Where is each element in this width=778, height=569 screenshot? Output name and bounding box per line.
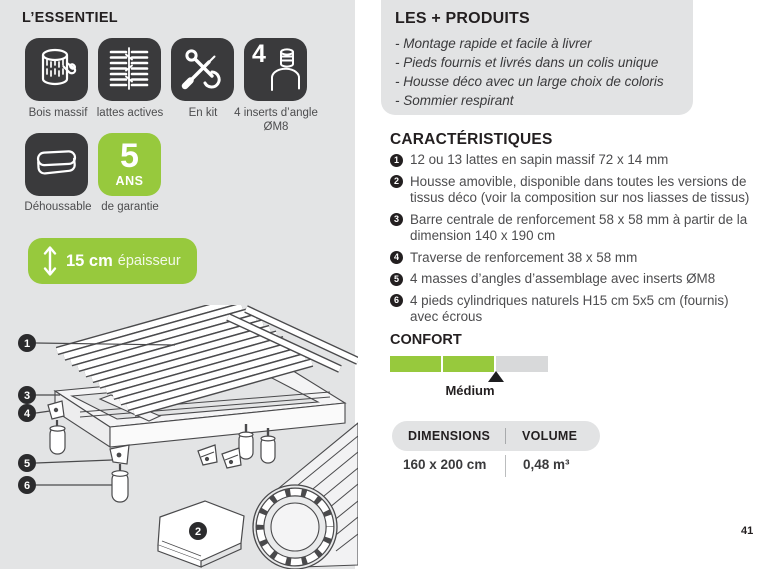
callout-4: 4: [23, 408, 31, 420]
characteristic-item: [390, 174, 758, 207]
warranty-years: 5: [120, 137, 139, 175]
feature-label: En kit: [188, 107, 218, 119]
item-number-badge: 3: [390, 213, 403, 226]
feature-tile-kit: [171, 38, 234, 101]
dimensions-value: 160 x 200 cm: [403, 457, 487, 472]
item-number-badge: 1: [390, 154, 403, 167]
callout-2: 2: [194, 526, 202, 538]
comfort-segment-filled: [390, 356, 441, 372]
callout-3: 3: [23, 390, 31, 402]
plus-item: - Housse déco avec un large choix de coloris: [395, 74, 664, 89]
slats-icon: [98, 38, 161, 101]
vertical-arrow-icon: [42, 244, 58, 278]
dimensions-table-row: [392, 455, 600, 479]
exploded-bed-base-diagram: [0, 305, 358, 569]
feature-label: de garantie: [101, 201, 159, 213]
comfort-scale: [390, 356, 548, 372]
item-text: Barre centrale de renforcement 58 x 58 mm à partir de la dimension 140 x 190 cm: [410, 211, 748, 243]
product-plus-list: [395, 34, 679, 110]
characteristic-item: [390, 293, 758, 326]
product-plus-title: LES + PRODUITS: [395, 10, 530, 27]
comfort-level-label: Médium: [445, 383, 495, 398]
essentials-panel: [0, 0, 355, 569]
characteristics-list: [390, 152, 758, 331]
item-number-badge: 2: [390, 175, 403, 188]
feature-tile-solid-wood: [25, 38, 88, 101]
plus-item: - Pieds fournis et livrés dans un colis unique: [395, 55, 659, 70]
characteristic-item: [390, 212, 758, 245]
item-text: 4 masses d’angles d’assemblage avec inserts ØM8: [410, 271, 716, 286]
item-number-badge: 5: [390, 273, 403, 286]
callout-5: 5: [23, 458, 31, 470]
item-text: Traverse de renforcement 38 x 58 mm: [410, 249, 638, 265]
comfort-segment-empty: [496, 356, 548, 372]
feature-label: 4 inserts d’angle ØM8: [234, 107, 318, 133]
value-divider: [505, 455, 506, 477]
characteristic-item: [390, 152, 758, 169]
feature-tile-corner-inserts: [244, 38, 307, 101]
comfort-pointer-triangle: [488, 371, 504, 382]
characteristic-item: [390, 250, 758, 267]
dimensions-header: DIMENSIONS: [408, 429, 491, 443]
plus-item: - Montage rapide et facile à livrer: [395, 36, 592, 51]
insert-count-text: 4: [252, 40, 266, 68]
volume-header: VOLUME: [522, 429, 578, 443]
log-icon: [25, 38, 88, 101]
thickness-value: 15 cm: [66, 251, 113, 270]
comfort-title: CONFORT: [390, 332, 462, 348]
feature-label: Bois massif: [28, 107, 88, 119]
callout-6: 6: [23, 480, 31, 492]
thickness-banner: [28, 238, 197, 284]
callout-1: 1: [23, 338, 31, 350]
mattress-cover-icon: [25, 133, 88, 196]
feature-tile-removable-cover: [25, 133, 88, 196]
tools-icon: [171, 38, 234, 101]
feature-label: lattes actives: [96, 107, 164, 119]
feature-tile-active-slats: [98, 38, 161, 101]
corner-insert-icon: [244, 38, 307, 101]
warranty-badge: [98, 133, 161, 196]
item-text: 4 pieds cylindriques naturels H15 cm 5x5 cm (fournis) avec écrous: [410, 292, 729, 324]
item-text: 12 ou 13 lattes en sapin massif 72 x 14 mm: [410, 152, 669, 167]
item-number-badge: 6: [390, 294, 403, 307]
item-text: Housse amovible, disponible dans toutes les versions de tissus déco (voir la composition sur nos liasses de tissus): [410, 173, 750, 205]
comfort-segment-filled: [443, 356, 494, 372]
product-plus-box: [381, 0, 693, 115]
dimensions-table-header: [392, 421, 600, 451]
characteristic-item: [390, 271, 758, 288]
essentials-title: L’ESSENTIEL: [22, 10, 118, 26]
volume-value: 0,48 m³: [523, 457, 570, 472]
item-number-badge: 4: [390, 251, 403, 264]
page-number: 41: [741, 525, 754, 537]
warranty-unit: ANS: [115, 174, 144, 188]
plus-item: - Sommier respirant: [395, 93, 514, 108]
header-divider: [505, 428, 506, 444]
thickness-label: épaisseur: [117, 253, 181, 269]
characteristics-title: CARACTÉRISTIQUES: [390, 131, 553, 148]
feature-label: Déhoussable: [24, 201, 92, 213]
